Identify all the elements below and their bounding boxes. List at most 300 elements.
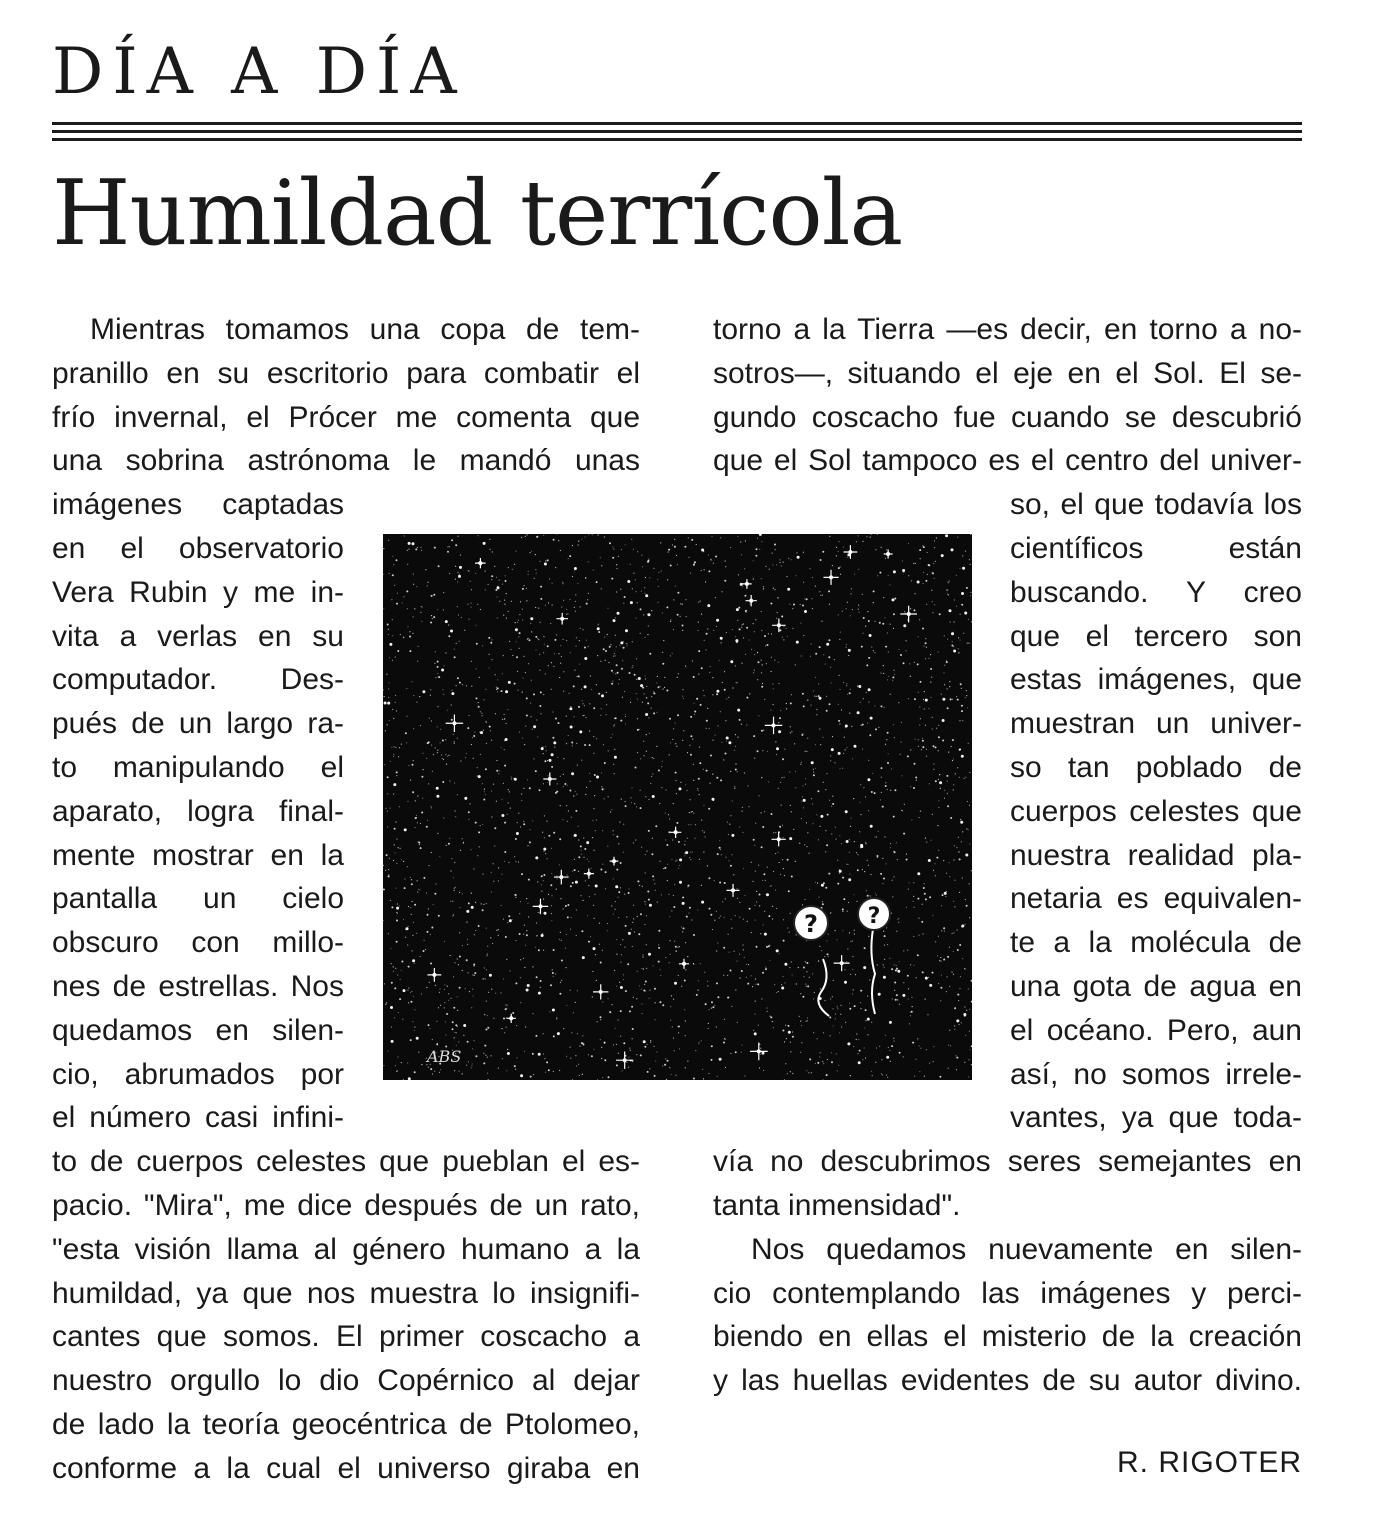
- star: [614, 773, 615, 774]
- star: [518, 690, 519, 691]
- star: [947, 688, 948, 689]
- star: [536, 922, 537, 923]
- star: [807, 1017, 808, 1018]
- star: [953, 974, 954, 975]
- star: [653, 691, 654, 692]
- star: [388, 933, 389, 934]
- star: [397, 903, 398, 904]
- star: [445, 1021, 446, 1022]
- star: [678, 1032, 679, 1033]
- star: [662, 689, 663, 690]
- star: [574, 869, 576, 871]
- star: [548, 602, 549, 603]
- star: [434, 547, 436, 549]
- star: [735, 989, 736, 990]
- star: [523, 958, 524, 959]
- star: [582, 900, 583, 901]
- star: [807, 700, 808, 701]
- star: [933, 1061, 934, 1062]
- star: [538, 1053, 541, 1056]
- star: [570, 709, 571, 710]
- star: [625, 801, 626, 802]
- star: [540, 586, 542, 588]
- star: [575, 810, 577, 812]
- star: [950, 817, 952, 819]
- star: [670, 565, 672, 567]
- star: [737, 771, 738, 772]
- star: [938, 725, 939, 726]
- star: [637, 602, 638, 603]
- star: [404, 828, 407, 831]
- star: [737, 961, 738, 962]
- star: [936, 728, 937, 729]
- star: [854, 574, 855, 575]
- star: [671, 995, 672, 996]
- star: [406, 742, 407, 743]
- star: [553, 666, 554, 667]
- star: [484, 789, 485, 790]
- star: [729, 952, 730, 953]
- star: [749, 693, 750, 694]
- star: [960, 821, 963, 824]
- star: [524, 1051, 525, 1052]
- star: [703, 551, 704, 552]
- star: [701, 885, 702, 886]
- bright-star: [509, 1016, 513, 1020]
- star: [593, 569, 594, 570]
- star: [903, 662, 905, 664]
- star: [837, 1070, 838, 1071]
- star: [853, 798, 854, 799]
- star: [708, 877, 710, 879]
- star: [535, 554, 536, 555]
- star: [463, 842, 464, 843]
- star: [394, 585, 395, 586]
- star: [819, 591, 820, 592]
- star: [708, 1023, 709, 1024]
- star: [670, 742, 671, 743]
- star: [462, 838, 463, 839]
- star: [924, 1076, 925, 1077]
- star: [723, 975, 724, 976]
- star: [787, 927, 788, 928]
- star: [501, 747, 502, 748]
- star: [952, 760, 953, 761]
- star: [589, 896, 590, 897]
- star: [726, 698, 727, 699]
- star: [457, 958, 458, 959]
- star: [970, 592, 971, 593]
- star: [861, 646, 863, 648]
- article-line: así, no somos irrele-: [1010, 1057, 1302, 1091]
- star: [795, 575, 796, 576]
- article-line: tanta inmensidad".: [713, 1189, 961, 1222]
- star: [604, 536, 605, 537]
- star: [884, 959, 885, 960]
- star: [592, 971, 593, 972]
- star: [648, 953, 651, 956]
- star: [743, 623, 744, 624]
- star: [582, 1035, 583, 1036]
- article-line: aparato, logra final-: [52, 794, 344, 828]
- star: [541, 884, 542, 885]
- star: [533, 1074, 534, 1075]
- star: [602, 950, 603, 951]
- star: [941, 930, 942, 931]
- star: [601, 1047, 602, 1048]
- star: [529, 841, 531, 843]
- star: [549, 759, 552, 762]
- star: [414, 1009, 415, 1010]
- bright-star: [848, 550, 852, 554]
- star: [690, 824, 691, 825]
- star: [909, 663, 910, 664]
- star: [613, 549, 614, 550]
- star: [847, 948, 848, 949]
- star: [685, 1067, 686, 1068]
- star: [735, 665, 736, 666]
- star: [870, 895, 871, 896]
- star: [841, 843, 842, 844]
- star: [896, 994, 898, 996]
- star: [842, 930, 843, 931]
- star: [968, 619, 969, 620]
- star: [852, 758, 853, 759]
- star: [561, 980, 562, 981]
- star: [549, 578, 550, 579]
- star: [445, 652, 446, 653]
- star: [547, 782, 548, 783]
- star: [864, 1047, 865, 1048]
- star: [493, 881, 494, 882]
- star: [419, 889, 420, 890]
- star: [570, 1047, 571, 1048]
- star: [483, 542, 486, 545]
- star: [580, 845, 582, 847]
- star: [825, 789, 826, 790]
- star: [773, 1027, 774, 1028]
- star: [956, 606, 957, 607]
- star: [899, 1004, 900, 1005]
- star: [444, 1002, 445, 1003]
- star: [566, 934, 567, 935]
- star: [938, 936, 939, 937]
- star: [444, 941, 445, 942]
- star: [457, 572, 458, 573]
- star: [664, 687, 665, 688]
- star: [530, 1076, 532, 1078]
- star: [619, 982, 620, 983]
- star: [706, 720, 708, 722]
- star: [624, 691, 625, 692]
- star: [951, 746, 952, 747]
- star: [890, 694, 891, 695]
- star: [576, 743, 577, 744]
- star: [408, 542, 411, 545]
- star: [624, 596, 626, 598]
- star: [433, 616, 435, 618]
- star: [836, 547, 837, 548]
- star: [896, 968, 898, 970]
- star: [396, 710, 397, 711]
- star: [894, 964, 895, 965]
- star: [590, 936, 591, 937]
- star: [590, 675, 591, 676]
- star: [631, 802, 632, 803]
- star: [817, 1062, 819, 1064]
- star: [584, 657, 587, 660]
- star: [889, 1050, 890, 1051]
- star: [526, 588, 527, 589]
- star: [385, 870, 386, 871]
- star: [436, 787, 439, 790]
- star: [877, 575, 878, 576]
- article-line: Nos quedamos nuevamente en silen-: [751, 1232, 1302, 1266]
- star: [571, 817, 572, 818]
- star: [694, 714, 695, 715]
- star: [467, 727, 469, 729]
- star: [825, 663, 826, 664]
- star: [591, 689, 592, 690]
- star: [637, 752, 638, 753]
- star: [412, 542, 415, 545]
- star: [784, 1041, 785, 1042]
- star: [426, 758, 427, 759]
- star: [582, 1074, 583, 1075]
- star: [503, 919, 504, 920]
- star: [449, 573, 450, 574]
- star: [442, 781, 444, 783]
- star: [879, 622, 881, 624]
- star: [658, 770, 660, 772]
- star: [791, 731, 792, 732]
- star: [459, 932, 460, 933]
- star: [761, 686, 763, 688]
- star: [608, 662, 609, 663]
- star: [770, 960, 771, 961]
- star: [886, 549, 887, 550]
- star: [693, 703, 694, 704]
- star: [639, 985, 640, 986]
- star: [522, 738, 523, 739]
- star: [783, 940, 785, 942]
- star: [721, 742, 722, 743]
- star: [926, 1049, 927, 1050]
- star: [894, 851, 896, 853]
- star: [768, 633, 769, 634]
- star: [467, 604, 468, 605]
- star: [483, 699, 484, 700]
- star: [807, 738, 808, 739]
- star: [404, 535, 405, 536]
- star: [570, 726, 573, 729]
- star: [530, 703, 531, 704]
- star: [433, 754, 434, 755]
- star: [812, 608, 813, 609]
- star: [447, 710, 448, 711]
- bright-star: [777, 623, 781, 627]
- star: [560, 776, 561, 777]
- star: [387, 724, 388, 725]
- star: [582, 700, 583, 701]
- star: [697, 698, 698, 699]
- star: [690, 859, 691, 860]
- star: [531, 631, 532, 632]
- star: [830, 998, 831, 999]
- star: [394, 828, 396, 830]
- star: [651, 610, 652, 611]
- star: [508, 611, 509, 612]
- star: [957, 949, 959, 951]
- star: [929, 1063, 930, 1064]
- star: [930, 697, 931, 698]
- star: [397, 974, 398, 975]
- star: [725, 560, 726, 561]
- star: [938, 800, 939, 801]
- star: [925, 838, 926, 839]
- star: [919, 706, 920, 707]
- star: [625, 805, 627, 807]
- star: [828, 934, 829, 935]
- star: [893, 628, 894, 629]
- star: [565, 948, 566, 949]
- star: [956, 1069, 957, 1070]
- star: [734, 788, 735, 789]
- star: [661, 766, 662, 767]
- star: [485, 794, 486, 795]
- star: [956, 1019, 959, 1022]
- star: [716, 626, 717, 627]
- star: [707, 628, 708, 629]
- star: [826, 773, 827, 774]
- star: [871, 1071, 872, 1072]
- star: [819, 1056, 820, 1057]
- star: [468, 571, 469, 572]
- star: [535, 649, 536, 650]
- star: [451, 690, 452, 691]
- star: [418, 1052, 419, 1053]
- star: [868, 701, 869, 702]
- star: [394, 746, 395, 747]
- star: [524, 967, 525, 968]
- star: [881, 1073, 882, 1074]
- star: [858, 1061, 861, 1064]
- star: [407, 866, 408, 867]
- star: [677, 947, 678, 948]
- star: [914, 1076, 915, 1077]
- star: [779, 862, 780, 863]
- star: [964, 778, 965, 779]
- star: [943, 672, 944, 673]
- star: [646, 851, 647, 852]
- star: [582, 629, 583, 630]
- star: [449, 780, 450, 781]
- star: [532, 729, 533, 730]
- star: [714, 880, 715, 881]
- star: [892, 880, 893, 881]
- star: [437, 1043, 438, 1044]
- star: [912, 1006, 913, 1007]
- star: [801, 762, 802, 763]
- star: [431, 720, 432, 721]
- star: [673, 629, 674, 630]
- star: [792, 1036, 794, 1038]
- star: [499, 770, 500, 771]
- star: [847, 557, 848, 558]
- star: [892, 998, 893, 999]
- star: [782, 976, 783, 977]
- star: [411, 991, 412, 992]
- bright-star: [731, 888, 735, 892]
- star: [894, 789, 896, 791]
- star: [427, 585, 428, 586]
- star: [535, 947, 536, 948]
- star: [570, 1058, 571, 1059]
- star: [525, 945, 526, 946]
- star: [970, 595, 971, 596]
- star: [901, 742, 902, 743]
- star: [679, 881, 682, 884]
- bright-star: [682, 962, 686, 966]
- star: [673, 599, 674, 600]
- star: [848, 649, 851, 652]
- star: [886, 1056, 889, 1059]
- star: [505, 580, 507, 582]
- star: [412, 950, 413, 951]
- star: [455, 810, 456, 811]
- star: [819, 646, 821, 648]
- star: [943, 860, 944, 861]
- star: [629, 672, 631, 674]
- star: [615, 885, 618, 888]
- star: [813, 774, 815, 776]
- star: [413, 584, 414, 585]
- star: [685, 599, 686, 600]
- star: [544, 644, 545, 645]
- star: [664, 867, 666, 869]
- star: [412, 1021, 413, 1022]
- star: [776, 564, 777, 565]
- star: [860, 784, 861, 785]
- star: [587, 859, 588, 860]
- star: [919, 549, 921, 551]
- star: [676, 951, 677, 952]
- star: [428, 865, 429, 866]
- star: [690, 573, 691, 574]
- star: [633, 905, 634, 906]
- star: [618, 683, 619, 684]
- star: [960, 683, 962, 685]
- star: [630, 702, 631, 703]
- star: [525, 672, 526, 673]
- star: [578, 856, 580, 858]
- star: [398, 847, 399, 848]
- bright-star: [612, 859, 616, 863]
- star: [625, 716, 626, 717]
- star: [503, 615, 504, 616]
- star: [870, 874, 871, 875]
- star: [885, 558, 886, 559]
- star: [574, 834, 577, 837]
- star: [659, 969, 660, 970]
- star: [577, 583, 578, 584]
- star: [748, 785, 749, 786]
- star: [949, 947, 950, 948]
- star: [436, 883, 437, 884]
- star: [543, 880, 544, 881]
- star: [727, 975, 728, 976]
- star: [719, 840, 720, 841]
